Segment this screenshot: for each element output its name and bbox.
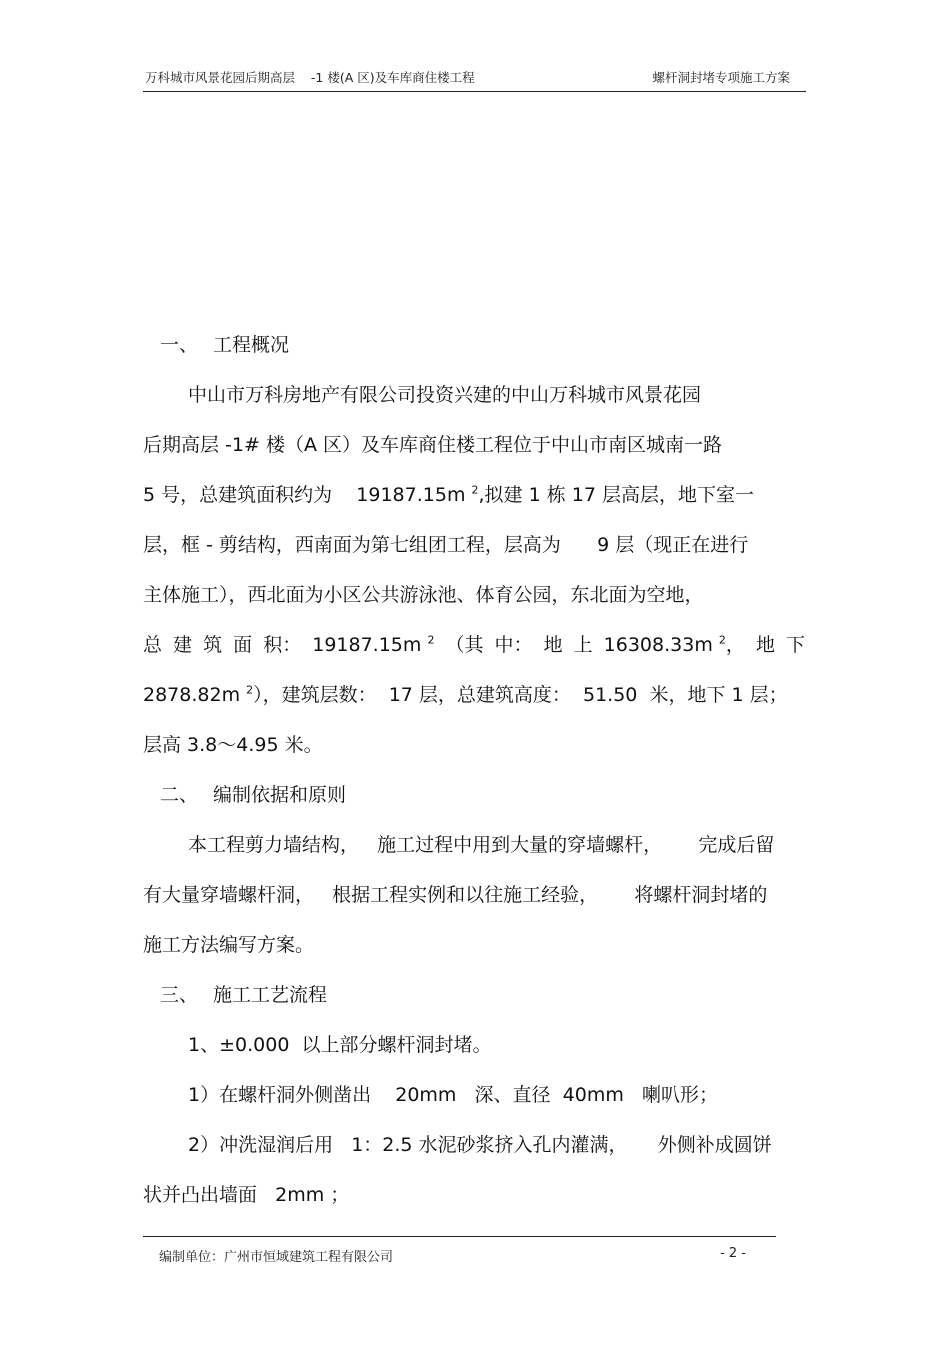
superscript: 2 [471,483,479,497]
overview-line-7 [143,683,805,707]
overview-line-1: 中山市万科房地产有限公司投资兴建的中山万科城市风景花园 [188,384,702,406]
header-document-title: 螺杆洞封堵专项施工方案 [652,70,790,85]
word: 下 [785,634,805,656]
word: 面 [233,634,253,656]
page-header [143,62,806,92]
superscript: 2 [427,633,435,647]
word: 上 [573,634,593,656]
word: 地 [543,634,563,656]
section-heading-2 [160,783,347,855]
page-number: - 2 - [720,1246,746,1261]
word: 总 [143,634,163,656]
footer-organization: 编制单位：广州市恒域建筑工程有限公司 [159,1250,394,1265]
section-heading-3 [160,983,328,1055]
basis-line-1: 本工程剪力墙结构， 施工过程中用到大量的穿墙螺杆， 完成后留 [188,834,775,856]
word: 筑 [203,634,223,656]
overview-line-2: 后期高层 -1# 楼（A 区）及车库商住楼工程位于中山市南区城南一路 [143,434,722,456]
process-step-1: 1、±0.000 以上部分螺杆洞封堵。 [188,1034,492,1056]
section-title: 编制依据和原则 [213,784,347,806]
page-footer [143,1236,776,1265]
area-total [312,633,434,657]
overview-line-7-end: ），建筑层数： 17 层，总建筑高度： 51.50 米，地下 1 层； [253,684,788,706]
superscript: 2 [246,683,254,697]
basis-line-3: 施工方法编写方案。 [143,934,315,956]
section-number: 一、 [160,334,199,356]
overview-line-4: 层，框 - 剪结构，西南面为第七组团工程，层高为 9 层（现正在进行 [143,534,749,556]
overview-line-3-end: ,拟建 1 栋 17 层高层，地下室一 [478,484,754,506]
overview-line-6 [143,633,805,657]
header-project-title: 万科城市风景花园后期高层 -1 楼(A 区)及车库商住楼工程 [145,70,475,85]
word: （其 [445,634,484,656]
section-title: 施工工艺流程 [213,984,328,1006]
section-number: 三、 [160,984,199,1006]
overview-line-5: 主体施工），西北面为小区公共游泳池、体育公园，东北面为空地， [143,584,704,606]
word: 积： [263,634,302,656]
process-step-1-2: 2）冲洗湿润后用 1：2.5 水泥砂浆挤入孔内灌满， 外侧补成圆饼 [188,1134,772,1156]
overview-line-3-start: 5 号，总建筑面积约为 19187.15m [143,484,472,506]
section-title: 工程概况 [213,334,290,356]
area-total-value: 19187.15m [312,634,422,656]
overview-line-8: 层高 3.8～4.95 米。 [143,734,323,756]
word: 建 [173,634,193,656]
area-below-value: 2878.82m [143,684,247,706]
section-heading-1 [160,333,290,405]
overview-line-3 [143,483,805,507]
area-above-ground [604,633,745,657]
word: ， [725,634,745,656]
process-step-1-1: 1）在螺杆洞外侧凿出 20mm 深、直径 40mm 喇叭形； [188,1084,718,1106]
section-number: 二、 [160,784,199,806]
word: 地 [755,634,775,656]
basis-line-2: 有大量穿墙螺杆洞， 根据工程实例和以往施工经验， 将螺杆洞封堵的 [143,884,768,906]
process-step-1-2-cont: 状并凸出墙面 2mm ； [143,1184,350,1206]
superscript: 2 [718,633,726,647]
area-above-value: 16308.33m [603,634,713,656]
word: 中： [494,634,533,656]
